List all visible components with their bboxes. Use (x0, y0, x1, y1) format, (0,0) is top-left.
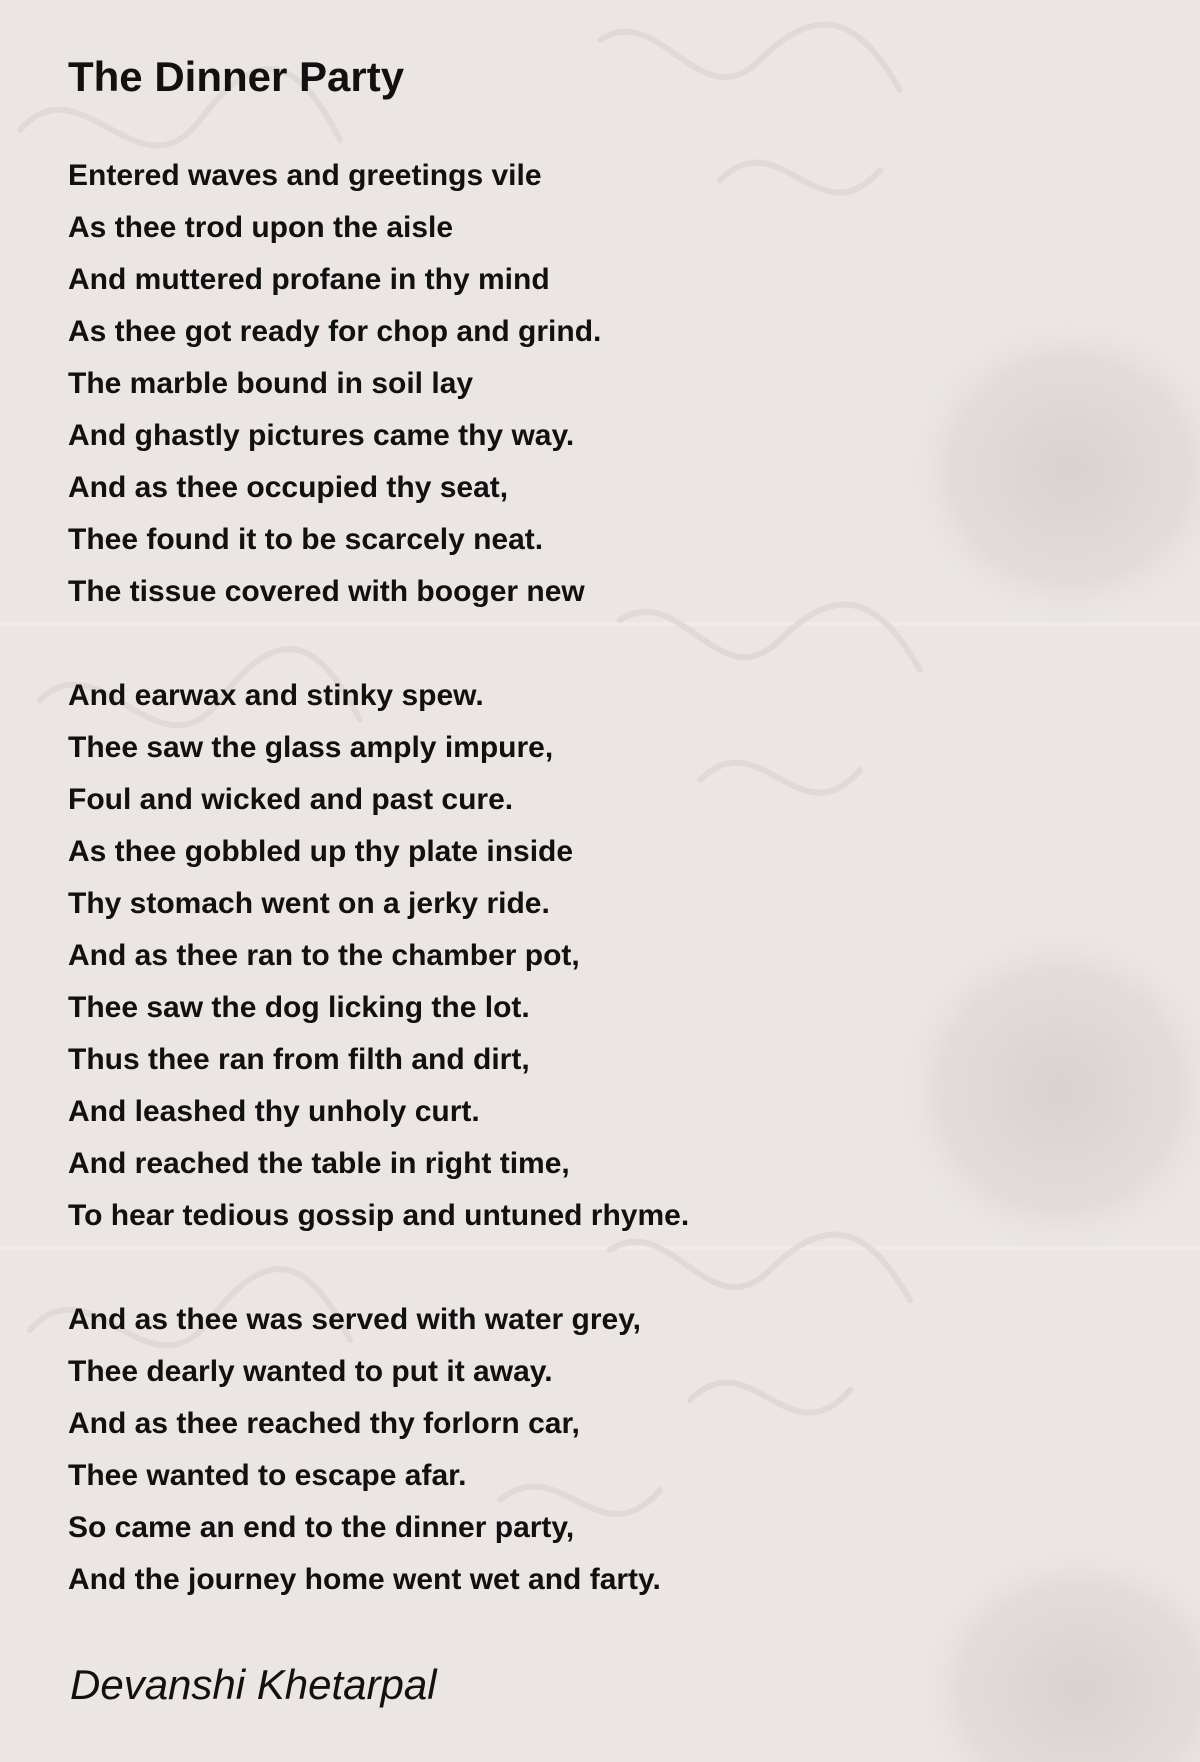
stanza-1 (68, 150, 888, 618)
poem-line: Thee saw the glass amply impure, (68, 731, 554, 764)
poem-line: And reached the table in right time, (68, 1147, 570, 1180)
poem-body (68, 150, 888, 1658)
poem-line: As thee gobbled up thy plate inside (68, 835, 574, 868)
poem-line: Thee found it to be scarcely neat. (68, 523, 544, 556)
poem-line: And as thee occupied thy seat, (68, 471, 509, 504)
poem-line: To hear tedious gossip and untuned rhyme. (68, 1199, 690, 1232)
poem-line: And earwax and stinky spew. (68, 679, 484, 712)
poem-line: Foul and wicked and past cure. (68, 783, 514, 816)
poem-line: Thy stomach went on a jerky ride. (68, 887, 550, 920)
poem-line: Entered waves and greetings vile (68, 159, 542, 192)
poem-line: And ghastly pictures came thy way. (68, 419, 575, 452)
poem-line: And leashed thy unholy curt. (68, 1095, 480, 1128)
poem-line: And as thee reached thy forlorn car, (68, 1407, 580, 1440)
poem-line: And the journey home went wet and farty. (68, 1563, 661, 1596)
poem-author: Devanshi Khetarpal (70, 1661, 437, 1708)
poem-line: The marble bound in soil lay (68, 367, 474, 400)
poem-line: Thus thee ran from filth and dirt, (68, 1043, 530, 1076)
poem-line: Thee dearly wanted to put it away. (68, 1355, 553, 1388)
poem-line: So came an end to the dinner party, (68, 1511, 575, 1544)
poem-line: Thee wanted to escape afar. (68, 1459, 467, 1492)
poem-line: And as thee was served with water grey, (68, 1303, 641, 1336)
poem-line: And muttered profane in thy mind (68, 263, 550, 296)
stanza-2 (68, 670, 888, 1242)
poem-title: The Dinner Party (68, 53, 405, 100)
poem-line: As thee got ready for chop and grind. (68, 315, 602, 348)
poem-line: As thee trod upon the aisle (68, 211, 454, 244)
poem-line: Thee saw the dog licking the lot. (68, 991, 530, 1024)
poem-line: And as thee ran to the chamber pot, (68, 939, 580, 972)
stanza-3 (68, 1294, 888, 1606)
poem-line: The tissue covered with booger new (68, 575, 585, 608)
